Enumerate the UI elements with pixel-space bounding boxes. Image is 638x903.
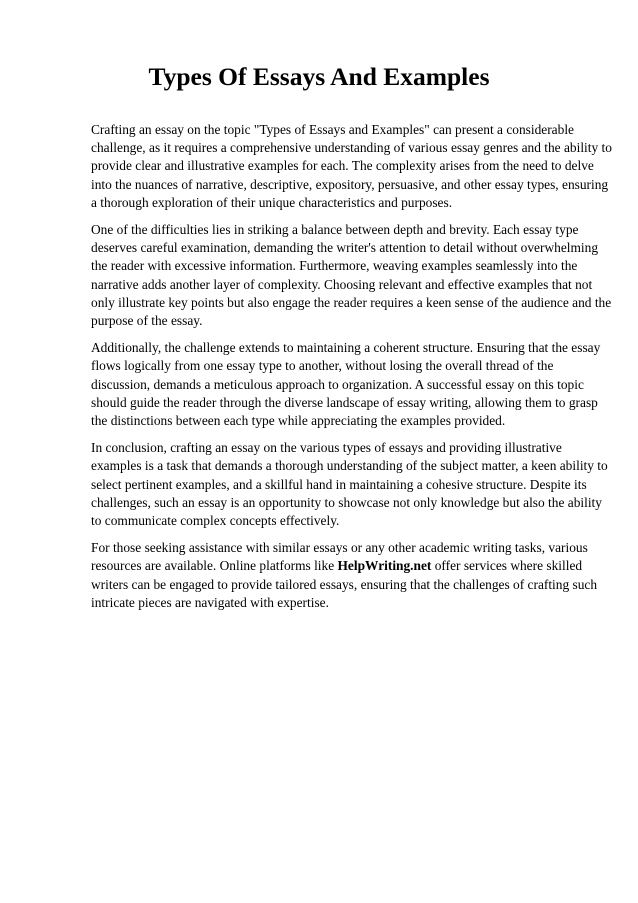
text-line: intricate pieces are navigated with expertise. xyxy=(91,594,329,610)
document-body xyxy=(91,121,612,621)
text-line: flows logically from one essay type to another, without losing the overall thread of the xyxy=(91,358,554,374)
text-line: narrative adds another layer of complexity. Choosing relevant and effective examples that not xyxy=(91,276,593,292)
text-line: select pertinent examples, and a skillful hand in maintaining a cohesive structure. Despite its xyxy=(91,476,587,492)
text-line: discussion, demands a meticulous approach to organization. A successful essay on this topic xyxy=(91,376,584,392)
text-line: In conclusion, crafting an essay on the various types of essays and providing illustrative xyxy=(91,440,562,456)
text-line: challenges, such an essay is an opportunity to showcase not only knowledge but also the ability xyxy=(91,494,602,510)
paragraph-3 xyxy=(91,339,601,430)
text-fragment: offer services where skilled xyxy=(431,558,583,574)
text-line: Additionally, the challenge extends to maintaining a coherent structure. Ensuring that the essay xyxy=(91,340,601,356)
text-line: the distinctions between each type while appreciating the examples provided. xyxy=(91,413,506,429)
text-line: should guide the reader through the diverse landscape of essay writing, allowing them to grasp xyxy=(91,394,598,410)
text-line: One of the difficulties lies in striking a balance between depth and brevity. Each essay type xyxy=(91,222,579,238)
text-line: Crafting an essay on the topic "Types of Essays and Examples" can present a considerable xyxy=(91,122,574,137)
text-line: examples is a task that demands a thorough understanding of the subject matter, a keen ability to xyxy=(91,458,608,474)
text-line: to communicate complex concepts effectively. xyxy=(91,513,340,529)
text-line: purpose of the essay. xyxy=(91,313,203,329)
text-fragment: resources are available. Online platforms like xyxy=(91,558,338,574)
text-line-with-link xyxy=(91,557,601,575)
page-title: Types Of Essays And Examples xyxy=(148,62,490,91)
text-line: only illustrate key points but also engage the reader requires a keen sense of the audience and the xyxy=(91,294,612,310)
paragraph-5 xyxy=(91,539,601,612)
text-line: writers can be engaged to provide tailored essays, ensuring that the challenges of crafting such xyxy=(91,576,598,592)
paragraph-1 xyxy=(91,121,612,212)
paragraph-4 xyxy=(91,439,608,530)
paragraph-2 xyxy=(91,221,612,330)
text-line: the reader with excessive information. Furthermore, weaving examples seamlessly into the xyxy=(91,258,578,274)
text-line: into the nuances of narrative, descriptive, expository, persuasive, and other essay types, ensuring xyxy=(91,176,609,192)
text-line: deserves careful examination, demanding the writer's attention to detail without overwhelming xyxy=(91,240,599,256)
text-line: provide clear and illustrative examples for each. The complexity arises from the need to delve xyxy=(91,158,594,174)
text-line: challenge, as it requires a comprehensive understanding of various essay genres and the ability to xyxy=(91,140,612,156)
text-line: For those seeking assistance with similar essays or any other academic writing tasks, various xyxy=(91,540,588,556)
text-line: a thorough exploration of their unique characteristics and purposes. xyxy=(91,194,453,210)
helpwriting-link[interactable]: HelpWriting.net xyxy=(337,558,432,574)
